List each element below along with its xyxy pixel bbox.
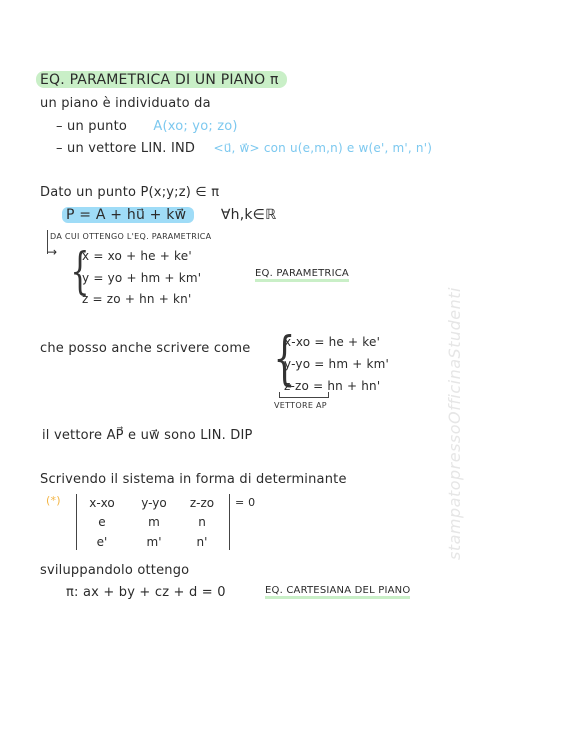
- determinant-lead: Scrivendo il sistema in forma di determinante: [40, 472, 347, 487]
- bullet-vectors: [56, 141, 432, 156]
- dependence-line: il vettore AP⃗ e uw⃗ sono LIN. DIP: [42, 428, 253, 443]
- cartesian-label-text: EQ. CARTESIANA DEL PIANO: [265, 585, 410, 599]
- parametric-label: [255, 268, 349, 279]
- ap-bracket: [279, 392, 329, 398]
- rewrite-row: y-yo = hm + km': [284, 357, 390, 371]
- matrix-cell: y-yo: [141, 496, 167, 510]
- rewrite-row: z-zo = hn + hn': [284, 379, 381, 393]
- parametric-label-text: EQ. PARAMETRICA: [255, 268, 349, 282]
- system-row: y = yo + hm + km': [82, 271, 202, 285]
- title-highlight: EQ. PARAMETRICA DI UN PIANO π: [36, 71, 287, 88]
- rewrite-row: x-xo = he + ke': [284, 335, 381, 349]
- rewrite-brace: {: [273, 324, 296, 392]
- cartesian-label: [265, 585, 410, 596]
- asterisk-marker: (*): [46, 494, 61, 507]
- system-row: x = xo + he + ke': [82, 249, 192, 263]
- develop-line: sviluppandolo ottengo: [40, 563, 190, 578]
- matrix-cell: z-zo: [189, 496, 215, 510]
- parametric-note: DA CUI OTTENGO L'EQ. PARAMETRICA: [50, 232, 212, 241]
- determinant-right-bar: [229, 494, 230, 550]
- rewrite-line: che posso anche scrivere come: [40, 341, 251, 356]
- matrix-cell: n': [196, 535, 208, 549]
- bullet-vectors-label: – un vettore LIN. IND: [56, 141, 196, 156]
- matrix-cell: m: [148, 515, 160, 529]
- vector-equation: [62, 207, 276, 223]
- given-point-line: Dato un punto P(x;y;z) ∈ π: [40, 185, 220, 200]
- bullet-vectors-value: <u⃗, w⃗> con u(e,m,n) e w(e', m', n'): [213, 141, 433, 155]
- intro-line: un piano è individuato da: [40, 96, 211, 111]
- bullet-point-value: A(xo; yo; zo): [153, 119, 238, 134]
- arrow-icon: →: [47, 245, 58, 259]
- ap-label: VETTORE AP: [274, 401, 327, 410]
- watermark: stampatopressoOfficinaStudenti: [445, 287, 464, 560]
- system-brace: {: [70, 242, 90, 300]
- determinant-left-bar: [76, 494, 77, 550]
- bullet-point: [56, 119, 238, 134]
- matrix-cell: n: [198, 515, 206, 529]
- quantifier: ∀h,k∈ℝ: [220, 207, 277, 223]
- page-title: [36, 72, 287, 88]
- vector-equation-highlight: P = A + hu⃗ + kw⃗: [62, 207, 194, 223]
- bullet-point-label: – un punto: [56, 119, 128, 134]
- determinant-equals: = 0: [235, 496, 256, 509]
- system-row: z = zo + hn + kn': [82, 292, 192, 306]
- matrix-cell: m': [146, 535, 162, 549]
- matrix-cell: e: [98, 515, 106, 529]
- matrix-cell: e': [96, 535, 108, 549]
- matrix-cell: x-xo: [89, 496, 115, 510]
- cartesian-equation: π: ax + by + cz + d = 0: [66, 585, 226, 600]
